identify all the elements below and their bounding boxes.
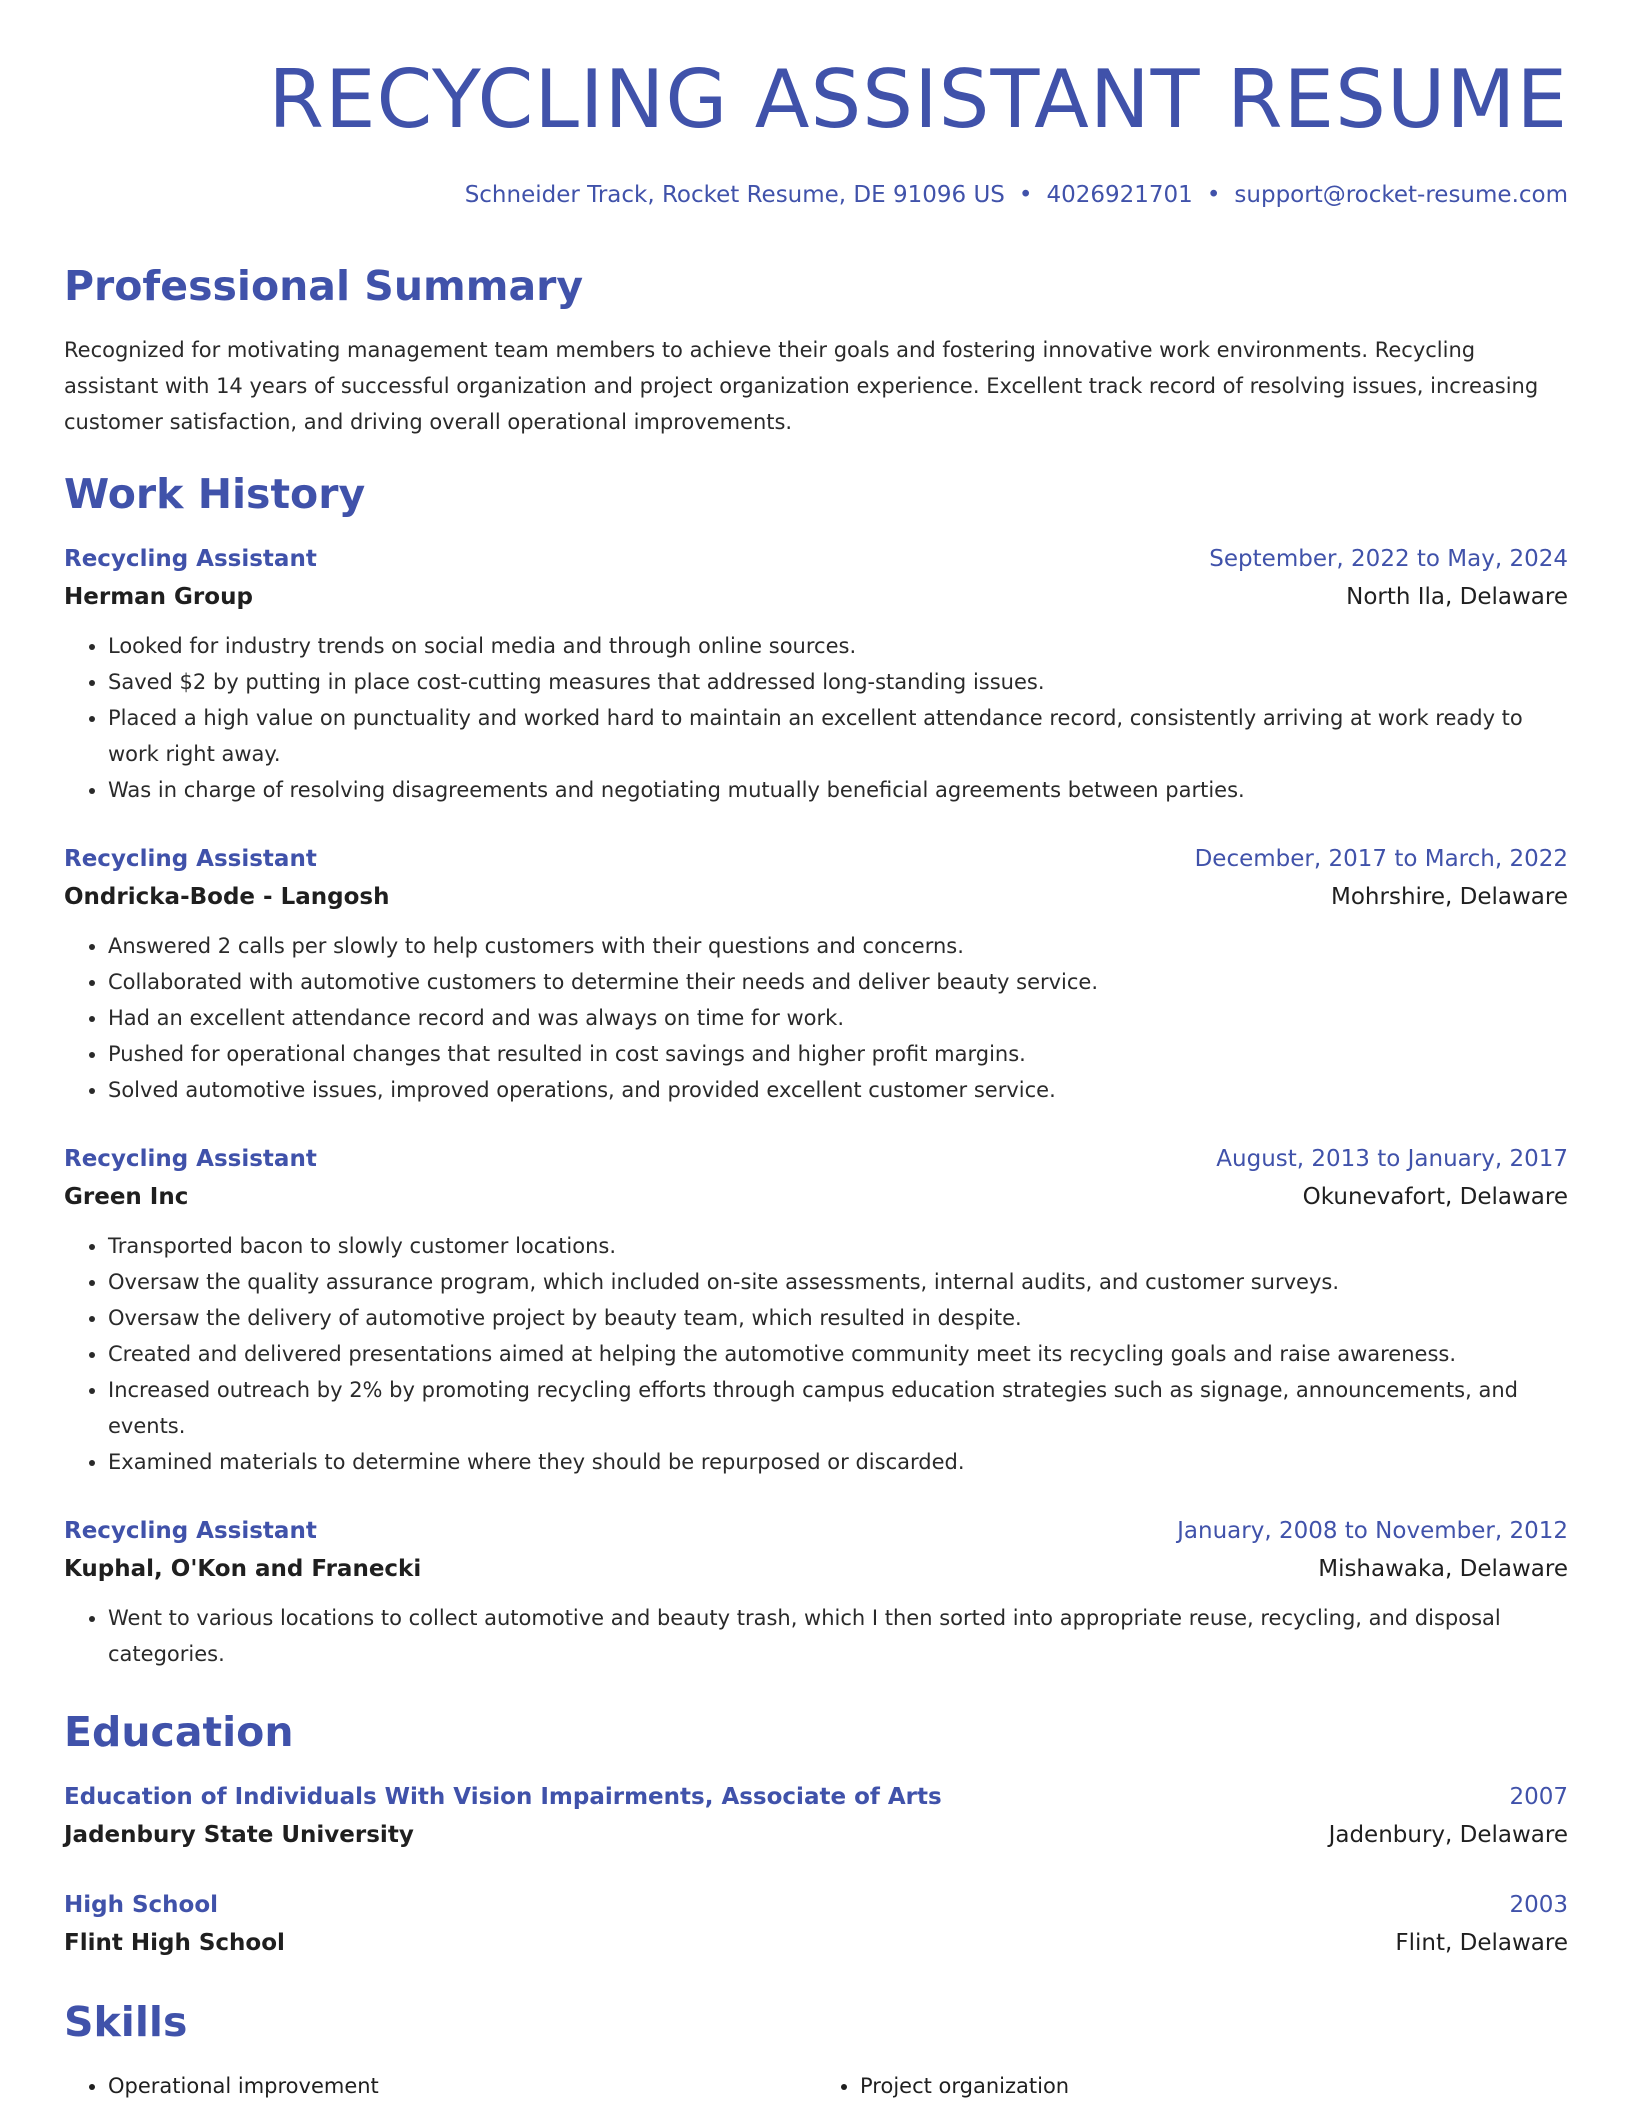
job-bullets — [64, 1600, 1568, 1672]
job-bullet: • Was in charge of resolving disagreements and negotiating mutually beneficial agreements between parties. — [108, 772, 1568, 808]
education-school: Flint High School — [64, 1930, 285, 1956]
job-company: Kuphal, O'Kon and Franecki — [64, 1556, 422, 1582]
job-title-row — [64, 540, 1568, 578]
work-history-section — [64, 466, 1568, 1672]
job-bullet: • Answered 2 calls per slowly to help customers with their questions and concerns. — [108, 928, 1568, 964]
education-year: 2003 — [1509, 1892, 1568, 1918]
skills-column-left — [64, 2068, 816, 2104]
resume-title: RECYCLING ASSISTANT RESUME — [268, 53, 1568, 146]
job-location: Mishawaka, Delaware — [1318, 1556, 1568, 1582]
job-dates: January, 2008 to November, 2012 — [1177, 1518, 1568, 1544]
job-bullet: • Collaborated with automotive customers to determine their needs and deliver beauty service. — [108, 964, 1568, 1000]
job-bullets — [64, 628, 1568, 808]
resume-content — [64, 258, 1568, 2114]
job-location: Mohrshire, Delaware — [1331, 884, 1568, 910]
job-role: Recycling Assistant — [64, 846, 317, 872]
job-role: Recycling Assistant — [64, 546, 317, 572]
education-heading: Education — [64, 1708, 294, 1756]
job-dates: December, 2017 to March, 2022 — [1194, 846, 1568, 872]
education-school-row — [64, 1924, 1568, 1962]
contact-separator: • — [1206, 182, 1221, 208]
job-bullet: • Increased outreach by 2% by promoting recycling efforts through campus education strategies such as signage, announcements, and events. — [108, 1372, 1568, 1444]
skill-item: • Operational improvement — [108, 2068, 816, 2104]
education-degree-row — [64, 1778, 1568, 1816]
education-degree-row — [64, 1886, 1568, 1924]
contact-address: Schneider Track, Rocket Resume, DE 91096 US — [464, 182, 1005, 208]
skills-list — [64, 2068, 1568, 2104]
job-location: Okunevafort, Delaware — [1302, 1184, 1568, 1210]
job-bullet: • Oversaw the delivery of automotive project by beauty team, which resulted in despite. — [108, 1300, 1568, 1336]
education-location: Flint, Delaware — [1395, 1930, 1568, 1956]
summary-section — [64, 258, 1568, 440]
skills-heading: Skills — [64, 1998, 188, 2046]
education-entry — [64, 1886, 1568, 1962]
job-company-row — [64, 1178, 1568, 1216]
summary-heading: Professional Summary — [64, 262, 584, 310]
job-bullet: • Examined materials to determine where they should be repurposed or discarded. — [108, 1444, 1568, 1480]
job-entry — [64, 840, 1568, 1108]
work-history-heading: Work History — [64, 470, 366, 518]
job-role: Recycling Assistant — [64, 1518, 317, 1544]
education-degree: Education of Individuals With Vision Impairments, Associate of Arts — [64, 1784, 942, 1810]
job-bullet: • Solved automotive issues, improved operations, and provided excellent customer service. — [108, 1072, 1568, 1108]
contact-line — [64, 182, 1568, 208]
job-bullet: • Placed a high value on punctuality and worked hard to maintain an excellent attendance record, consistently arriving at work ready to work right away. — [108, 700, 1568, 772]
job-company-row — [64, 1550, 1568, 1588]
job-entry — [64, 540, 1568, 808]
job-dates: September, 2022 to May, 2024 — [1209, 546, 1568, 572]
contact-phone: 4026921701 — [1046, 182, 1193, 208]
job-company-row — [64, 578, 1568, 616]
job-bullets — [64, 928, 1568, 1108]
job-role: Recycling Assistant — [64, 1146, 317, 1172]
job-location: North Ila, Delaware — [1346, 584, 1568, 610]
education-entry — [64, 1778, 1568, 1854]
summary-text: Recognized for motivating management team members to achieve their goals and fostering innovative work environments. Recycling assistant with 14 years of successful organization and project organization experience. Excellent track record of resolving issues, increasing customer satisfaction, and driving overall operational improvements. — [64, 338, 1539, 434]
skills-column-right — [816, 2068, 1568, 2104]
job-company-row — [64, 878, 1568, 916]
resume-header — [64, 52, 1568, 208]
job-bullet: • Pushed for operational changes that resulted in cost savings and higher profit margins. — [108, 1036, 1568, 1072]
job-bullet: • Oversaw the quality assurance program, which included on-site assessments, internal audits, and customer surveys. — [108, 1264, 1568, 1300]
skills-section — [64, 1994, 1568, 2104]
job-company: Ondricka-Bode - Langosh — [64, 884, 390, 910]
job-entry — [64, 1140, 1568, 1480]
job-title-row — [64, 1512, 1568, 1550]
job-company: Green Inc — [64, 1184, 189, 1210]
education-degree: High School — [64, 1892, 219, 1918]
job-bullet: • Created and delivered presentations aimed at helping the automotive community meet its recycling goals and raise awareness. — [108, 1336, 1568, 1372]
job-bullet: • Had an excellent attendance record and was always on time for work. — [108, 1000, 1568, 1036]
job-bullet: • Went to various locations to collect automotive and beauty trash, which I then sorted into appropriate reuse, recycling, and disposal categories. — [108, 1600, 1568, 1672]
job-bullets — [64, 1228, 1568, 1480]
education-school-row — [64, 1816, 1568, 1854]
contact-email: support@rocket-resume.com — [1234, 182, 1568, 208]
skill-item: • Project organization — [860, 2068, 1568, 2104]
job-title-row — [64, 1140, 1568, 1178]
job-bullet: • Saved $2 by putting in place cost-cutting measures that addressed long-standing issues. — [108, 664, 1568, 700]
job-bullet: • Looked for industry trends on social media and through online sources. — [108, 628, 1568, 664]
contact-separator: • — [1018, 182, 1033, 208]
job-bullet: • Transported bacon to slowly customer locations. — [108, 1228, 1568, 1264]
job-company: Herman Group — [64, 584, 253, 610]
education-school: Jadenbury State University — [64, 1822, 414, 1848]
education-section — [64, 1704, 1568, 1962]
education-year: 2007 — [1509, 1784, 1568, 1810]
job-entry — [64, 1512, 1568, 1672]
job-title-row — [64, 840, 1568, 878]
job-dates: August, 2013 to January, 2017 — [1216, 1146, 1568, 1172]
education-location: Jadenbury, Delaware — [1328, 1822, 1568, 1848]
